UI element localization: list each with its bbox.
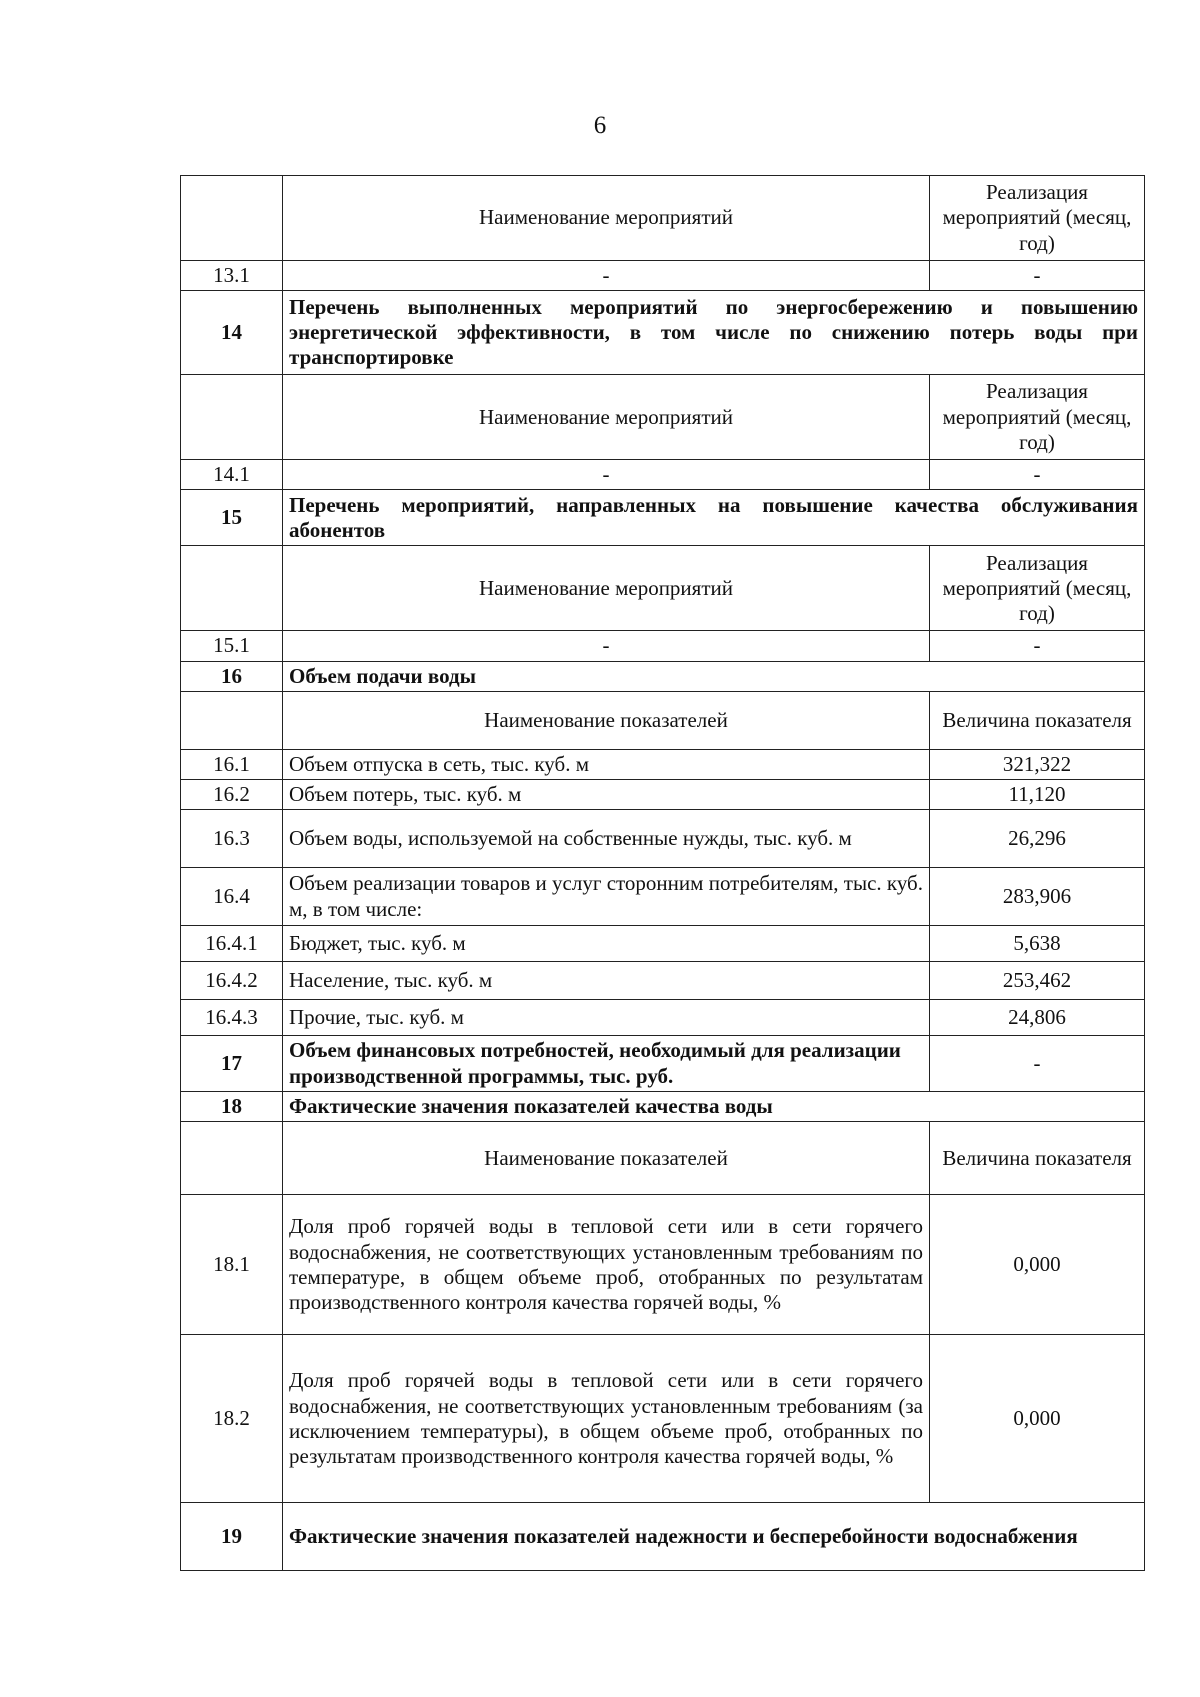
row-value: - bbox=[930, 1036, 1145, 1092]
table-row bbox=[181, 810, 1145, 868]
row-number: 16.4.2 bbox=[181, 962, 283, 1000]
table-row bbox=[181, 1335, 1145, 1503]
table-row bbox=[181, 261, 1145, 291]
table-cell-empty bbox=[181, 375, 283, 460]
table-cell-empty bbox=[181, 691, 283, 749]
table-header-row bbox=[181, 375, 1145, 460]
section-number: 18 bbox=[181, 1092, 283, 1122]
row-name: Доля проб горячей воды в тепловой сети или в сети горячего водоснабжения, не соответствующих установленным требованиям (за исключением температуры), в общем объеме проб, отобранных по результатам производственного контроля качества горячей воды, % bbox=[283, 1335, 930, 1503]
table-cell-empty bbox=[181, 176, 283, 261]
page-number: 6 bbox=[593, 112, 607, 139]
section-title: Объем подачи воды bbox=[283, 661, 1145, 691]
row-number: 14.1 bbox=[181, 460, 283, 490]
column-header-name: Наименование показателей bbox=[283, 691, 930, 749]
section-number: 19 bbox=[181, 1503, 283, 1571]
row-value: 0,000 bbox=[930, 1335, 1145, 1503]
column-header-name: Наименование показателей bbox=[283, 1122, 930, 1195]
section-number: 14 bbox=[181, 291, 283, 375]
row-value: 5,638 bbox=[930, 926, 1145, 962]
section-row bbox=[181, 291, 1145, 375]
section-number: 17 bbox=[181, 1036, 283, 1092]
row-number: 18.1 bbox=[181, 1195, 283, 1335]
row-value: 26,296 bbox=[930, 810, 1145, 868]
column-header-value: Реализация мероприятий (месяц, год) bbox=[930, 176, 1145, 261]
table-header-row bbox=[181, 176, 1145, 261]
row-number: 13.1 bbox=[181, 261, 283, 291]
row-name: Объем отпуска в сеть, тыс. куб. м bbox=[283, 749, 930, 779]
row-name: Бюджет, тыс. куб. м bbox=[283, 926, 930, 962]
row-number: 16.3 bbox=[181, 810, 283, 868]
row-name: - bbox=[283, 460, 930, 490]
row-value: 24,806 bbox=[930, 1000, 1145, 1036]
row-number: 18.2 bbox=[181, 1335, 283, 1503]
row-value: - bbox=[930, 460, 1145, 490]
column-header-value: Величина показателя bbox=[930, 691, 1145, 749]
table-row bbox=[181, 868, 1145, 926]
table-cell-empty bbox=[181, 1122, 283, 1195]
section-row bbox=[181, 1036, 1145, 1092]
row-value: 321,322 bbox=[930, 749, 1145, 779]
row-value: - bbox=[930, 631, 1145, 661]
column-header-name: Наименование мероприятий bbox=[283, 176, 930, 261]
section-title: Перечень выполненных мероприятий по энергосбережению и повышению энергетической эффективности, в том числе по снижению потерь воды при транспортировке bbox=[283, 291, 1145, 375]
row-name: Объем воды, используемой на собственные нужды, тыс. куб. м bbox=[283, 810, 930, 868]
section-row bbox=[181, 490, 1145, 546]
row-value: 11,120 bbox=[930, 779, 1145, 809]
table-header-row bbox=[181, 546, 1145, 631]
column-header-value: Реализация мероприятий (месяц, год) bbox=[930, 546, 1145, 631]
table-row bbox=[181, 1000, 1145, 1036]
table-header-row bbox=[181, 1122, 1145, 1195]
row-name: Объем реализации товаров и услуг сторонним потребителям, тыс. куб. м, в том числе: bbox=[283, 868, 930, 926]
row-value: - bbox=[930, 261, 1145, 291]
table-row bbox=[181, 779, 1145, 809]
section-title: Объем финансовых потребностей, необходимый для реализации производственной программы, тыс. руб. bbox=[283, 1036, 930, 1092]
table-row bbox=[181, 749, 1145, 779]
row-value: 0,000 bbox=[930, 1195, 1145, 1335]
section-title: Фактические значения показателей надежности и бесперебойности водоснабжения bbox=[283, 1503, 1145, 1571]
section-row bbox=[181, 661, 1145, 691]
row-number: 16.4 bbox=[181, 868, 283, 926]
section-row bbox=[181, 1092, 1145, 1122]
row-number: 15.1 bbox=[181, 631, 283, 661]
table-row bbox=[181, 460, 1145, 490]
column-header-value: Величина показателя bbox=[930, 1122, 1145, 1195]
table-row bbox=[181, 926, 1145, 962]
table-cell-empty bbox=[181, 546, 283, 631]
column-header-value: Реализация мероприятий (месяц, год) bbox=[930, 375, 1145, 460]
row-number: 16.4.1 bbox=[181, 926, 283, 962]
table-row bbox=[181, 1195, 1145, 1335]
table-row bbox=[181, 631, 1145, 661]
report-table bbox=[180, 175, 1145, 1571]
section-number: 16 bbox=[181, 661, 283, 691]
table-header-row bbox=[181, 691, 1145, 749]
section-number: 15 bbox=[181, 490, 283, 546]
row-number: 16.4.3 bbox=[181, 1000, 283, 1036]
row-name: Население, тыс. куб. м bbox=[283, 962, 930, 1000]
row-value: 283,906 bbox=[930, 868, 1145, 926]
table-row bbox=[181, 962, 1145, 1000]
section-title: Перечень мероприятий, направленных на повышение качества обслуживания абонентов bbox=[283, 490, 1145, 546]
row-value: 253,462 bbox=[930, 962, 1145, 1000]
column-header-name: Наименование мероприятий bbox=[283, 375, 930, 460]
section-title: Фактические значения показателей качества воды bbox=[283, 1092, 1145, 1122]
row-name: - bbox=[283, 631, 930, 661]
row-name: Прочие, тыс. куб. м bbox=[283, 1000, 930, 1036]
row-number: 16.1 bbox=[181, 749, 283, 779]
section-row bbox=[181, 1503, 1145, 1571]
row-name: - bbox=[283, 261, 930, 291]
row-number: 16.2 bbox=[181, 779, 283, 809]
row-name: Объем потерь, тыс. куб. м bbox=[283, 779, 930, 809]
row-name: Доля проб горячей воды в тепловой сети или в сети горячего водоснабжения, не соответствующих установленным требованиям по температуре, в общем объеме проб, отобранных по результатам производственного контроля качества горячей воды, % bbox=[283, 1195, 930, 1335]
column-header-name: Наименование мероприятий bbox=[283, 546, 930, 631]
